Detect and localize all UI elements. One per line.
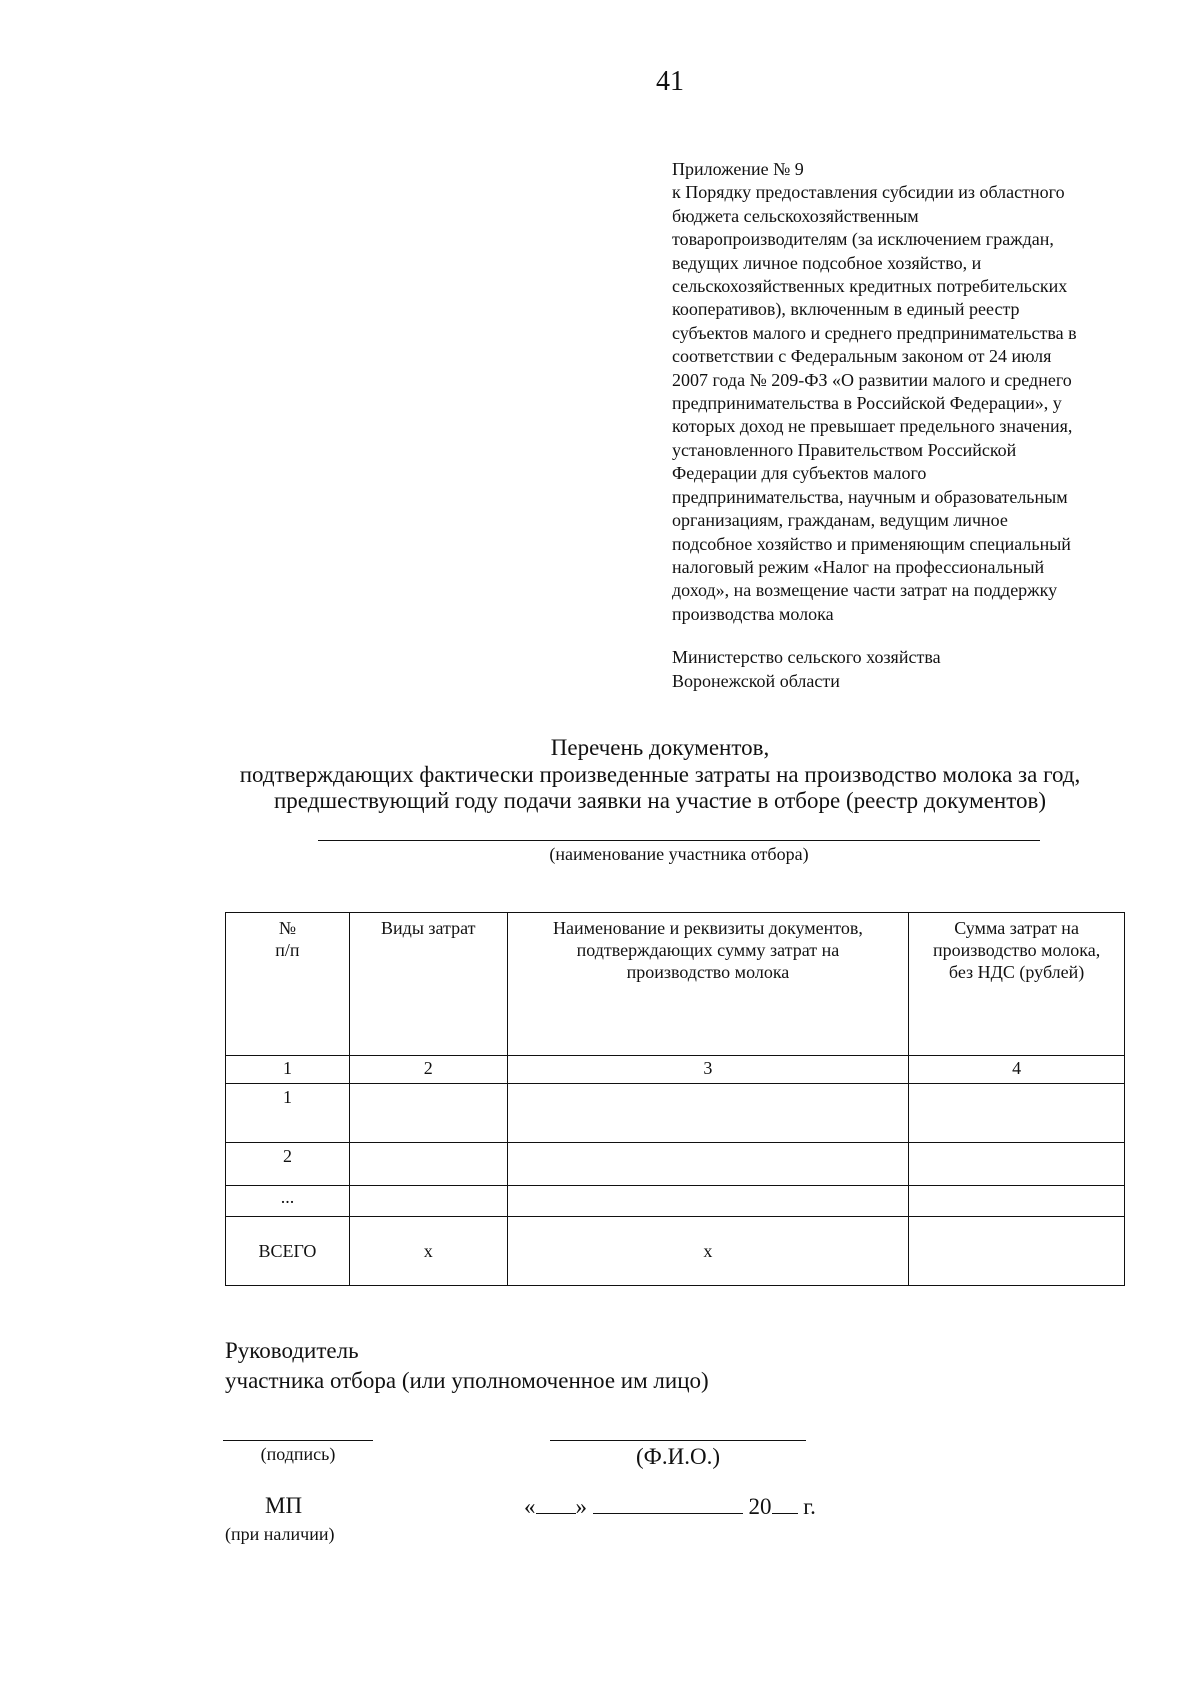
year-blank <box>772 1493 798 1514</box>
full-name-caption: (Ф.И.О.) <box>636 1444 720 1469</box>
column-numbers-row <box>226 1056 1125 1084</box>
appendix-line: бюджета сельскохозяйственным <box>672 205 919 226</box>
table-row <box>226 1084 1125 1143</box>
full-name-line <box>550 1440 806 1441</box>
signatory-role-line: участника отбора (или уполномоченное им лицо) <box>225 1368 709 1393</box>
header-sum-line: производство молока, <box>932 940 1101 960</box>
ministry-line: Воронежской области <box>672 670 840 691</box>
appendix-line: кооперативов), включенным в единый реестр <box>672 299 1020 320</box>
appendix-line: предпринимательства в Российской Федерации», у <box>672 393 1062 414</box>
year-suffix: г. <box>803 1494 816 1519</box>
row-documents <box>507 1143 909 1186</box>
appendix-line: субъектов малого и среднего предпринимательства в <box>672 322 1077 343</box>
appendix-line: товаропроизводителям (за исключением граждан, <box>672 229 1054 250</box>
total-sum <box>909 1217 1125 1286</box>
appendix-line: которых доход не превышает предельного значения, <box>672 416 1073 437</box>
month-blank <box>593 1493 743 1514</box>
header-number-line: п/п <box>275 940 300 960</box>
participant-name-caption: (наименование участника отбора) <box>549 844 809 864</box>
header-number-line: № <box>278 918 297 938</box>
participant-name-line <box>318 840 1040 841</box>
appendix-line: к Порядку предоставления субсидии из областного <box>672 182 1065 203</box>
column-number: 1 <box>226 1056 350 1084</box>
total-cost-type: х <box>349 1217 507 1286</box>
appendix-line: предпринимательства, научным и образовательным <box>672 486 1068 507</box>
day-blank <box>536 1493 576 1514</box>
header-cost-types-text: Виды затрат <box>381 918 476 938</box>
date-close-quote: » <box>575 1494 587 1519</box>
row-documents <box>507 1084 909 1143</box>
appendix-line: подсобное хозяйство и применяющим специальный <box>672 533 1071 554</box>
stamp-label: МП <box>265 1493 303 1518</box>
row-cost-type <box>349 1084 507 1143</box>
title-line: Перечень документов, <box>550 735 770 760</box>
document-title <box>150 735 1170 815</box>
title-line: подтверждающих фактически произведенные затраты на производство молока за год, <box>239 761 1081 787</box>
stamp-note: (при наличии) <box>225 1524 335 1544</box>
year-prefix: 20 <box>748 1494 772 1519</box>
row-number: 1 <box>226 1084 350 1143</box>
appendix-line: Приложение № 9 <box>672 159 804 179</box>
row-sum <box>909 1084 1125 1143</box>
row-sum <box>909 1143 1125 1186</box>
appendix-line: соответствии с Федеральным законом от 24 июля <box>672 346 1052 367</box>
page-number: 41 <box>656 66 684 97</box>
appendix-line: сельскохозяйственных кредитных потребительских <box>672 276 1068 297</box>
documents-register-table <box>225 912 1125 1286</box>
appendix-line: производства молока <box>672 603 834 624</box>
title-line: предшествующий году подачи заявки на участие в отборе (реестр документов) <box>274 788 1046 813</box>
date-field <box>524 1493 816 1520</box>
row-sum <box>909 1186 1125 1217</box>
header-documents-line: подтверждающих сумму затрат на <box>576 940 840 960</box>
column-number: 3 <box>507 1056 909 1084</box>
header-sum-line: Сумма затрат на <box>954 918 1079 938</box>
header-sum <box>909 913 1125 1056</box>
appendix-line: ведущих личное подсобное хозяйство, и <box>672 252 982 273</box>
table-row <box>226 1143 1125 1186</box>
signature-caption: (подпись) <box>260 1444 336 1464</box>
header-documents-line: Наименование и реквизиты документов, <box>552 918 863 938</box>
total-label: ВСЕГО <box>226 1217 350 1286</box>
signature-line <box>223 1440 373 1441</box>
header-sum-line: без НДС (рублей) <box>948 962 1085 982</box>
date-open-quote: « <box>524 1494 536 1519</box>
total-row <box>226 1217 1125 1286</box>
row-cost-type <box>349 1143 507 1186</box>
table-header-row <box>226 913 1125 1056</box>
row-number: 2 <box>226 1143 350 1186</box>
row-number: ... <box>226 1186 350 1217</box>
total-documents: х <box>507 1217 909 1286</box>
header-number <box>226 913 350 1056</box>
column-number: 2 <box>349 1056 507 1084</box>
header-documents-line: производство молока <box>626 962 790 982</box>
row-documents <box>507 1186 909 1217</box>
table-row <box>226 1186 1125 1217</box>
header-cost-types <box>349 913 507 1056</box>
appendix-line: налоговый режим «Налог на профессиональный <box>672 556 1045 577</box>
appendix-note <box>672 158 1152 626</box>
row-cost-type <box>349 1186 507 1217</box>
ministry-line: Министерство сельского хозяйства <box>672 647 941 667</box>
header-documents <box>507 913 909 1056</box>
appendix-line: Федерации для субъектов малого <box>672 463 927 484</box>
signatory-role <box>225 1336 709 1396</box>
ministry-addressee <box>672 646 941 693</box>
appendix-line: 2007 года № 209-ФЗ «О развитии малого и среднего <box>672 369 1072 390</box>
appendix-line: установленного Правительством Российской <box>672 439 1017 460</box>
signatory-role-line: Руководитель <box>225 1338 359 1363</box>
column-number: 4 <box>909 1056 1125 1084</box>
appendix-line: организациям, гражданам, ведущим личное <box>672 510 1008 531</box>
appendix-line: доход», на возмещение части затрат на поддержку <box>672 580 1058 601</box>
